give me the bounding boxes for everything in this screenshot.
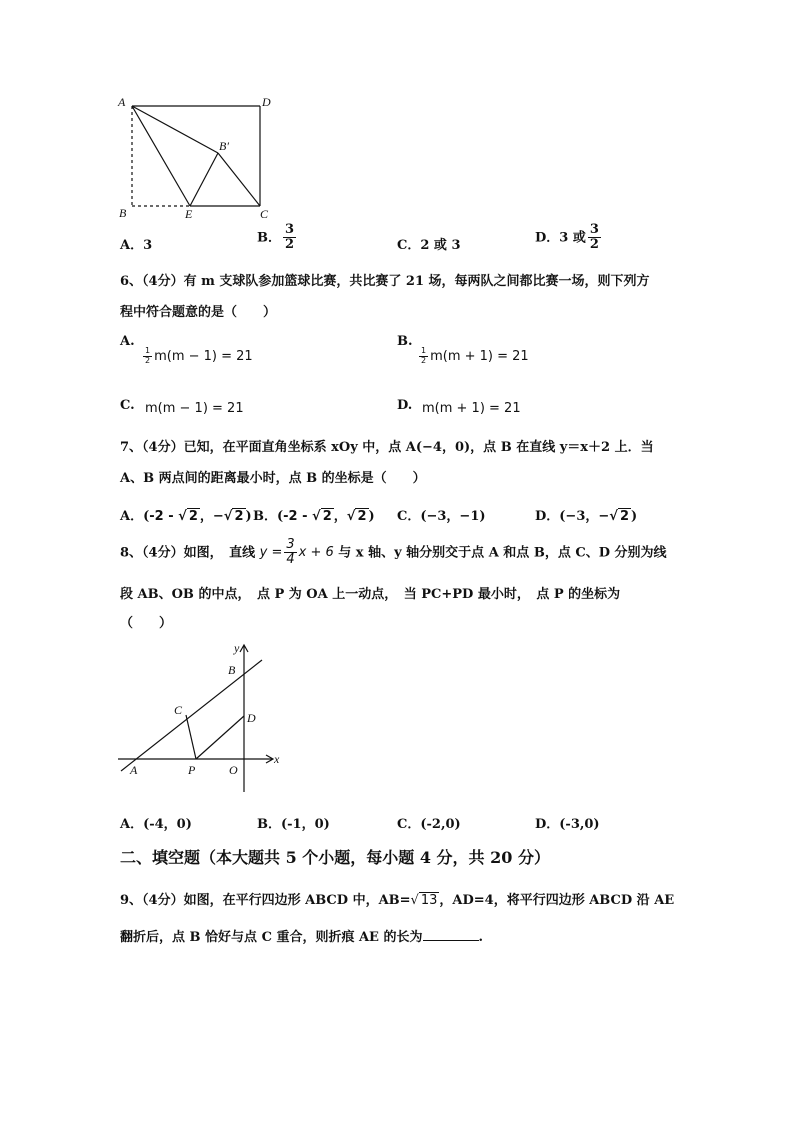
q7-line-1: 7、（4分）已知，在平面直角坐标系 xOy 中，点 A(−4，0)，点 B 在直线 y＝x＋2 上．当 [120,440,654,455]
label-a: A [130,763,138,777]
q6-option-b-label[interactable]: B. [397,334,413,349]
q7-option-b-sqrt-2: √ 2 [346,509,367,524]
q9-line-1 [120,889,674,908]
q7-option-b-mid: ， [333,509,347,524]
q9-line-2-post: . [478,930,484,945]
q7-option-b-end: ) [368,509,375,524]
q8-line-1 [120,538,667,568]
label-b: B [228,663,236,677]
q7-option-a[interactable] [120,505,252,524]
q5-option-c[interactable]: C．2 或 3 [397,238,461,253]
label-y: y [234,641,240,655]
q7-option-a-start: A．( [120,509,150,524]
q7-option-c[interactable]: C．(−3，−1) [397,509,486,524]
q7-option-a-rad-1: 2 [188,509,198,524]
q8-line-1-post: 与 x 轴、y 轴分别交于点 A 和点 B，点 C、D 分别为线 [338,545,667,561]
q5-option-d-prefix: D．3 或 [535,230,586,246]
label-e: E [185,207,193,221]
q7-option-b-x: -2 - √ 2 [283,509,332,524]
q8-equation [259,537,334,568]
q7-option-d-start: D．(−3，− [535,509,610,524]
q6-option-b-fraction [419,347,428,366]
q7-option-b-x-text: -2 - [283,509,308,524]
side-abp [132,106,218,153]
q9-line-1-pre: 9、（4分）如图，在平行四边形 ABCD 中，AB= [120,893,411,908]
label-x: x [274,752,280,766]
q6-option-a-expr: m(m − 1) = 21 [154,348,253,364]
q7-option-a-x: -2 - √ 2 [149,509,198,524]
q6-line-1: 6、（4分）有 m 支球队参加篮球比赛，共比赛了 21 场，每两队之间都比赛一场，则下列方 [120,274,650,289]
q5-option-b-fraction [283,223,296,253]
q9-line-1-post: ，AD=4，将平行四边形 ABCD 沿 AE [439,893,675,908]
answer-blank[interactable] [423,928,479,941]
q7-option-a-x-text: -2 - [149,509,174,524]
q5-figure [112,92,282,222]
label-d: D [247,711,256,725]
q6-option-a[interactable] [141,347,253,366]
side-ae [132,106,190,206]
q8-option-a[interactable]: A．(-4，0) [120,817,192,832]
q6-option-b-expr: m(m + 1) = 21 [430,348,529,364]
q7-option-d-rad: 2 [619,509,629,524]
label-a: A [118,95,126,109]
q7-option-a-mid: ，− [199,509,224,524]
label-o: O [229,763,238,777]
q7-option-b-rad-2: 2 [357,509,367,524]
fraction-denominator: 2 [589,237,599,253]
q6-option-c-expr[interactable]: m(m − 1) = 21 [145,401,244,416]
fraction-denominator: 4 [286,552,295,568]
q5-option-b-prefix: B． [257,230,281,246]
segment-pd [196,716,244,759]
q9-rad: 13 [420,893,438,908]
q6-option-b[interactable] [417,347,529,366]
fraction-numerator: 3 [285,222,295,237]
q7-option-a-sqrt-2: √ 2 [223,509,244,524]
label-c: C [174,703,183,717]
q9-sqrt: √ 13 [410,893,438,908]
q8-line-3: （ ） [120,616,173,631]
q5-option-b[interactable] [257,223,298,253]
line-ab [121,660,262,771]
q8-option-d[interactable]: D．(-3,0) [535,817,600,832]
label-b: B [119,206,127,220]
label-d: D [262,95,271,109]
q5-option-d-fraction [588,223,601,253]
q8-line-1-pre: 8、（4分）如图， 直线 [120,545,256,561]
label-bp: B′ [219,139,229,153]
label-c: C [260,207,269,221]
fraction-denominator: 2 [285,237,295,253]
q8-eq-rhs: x + 6 [298,545,334,561]
q7-option-d[interactable] [535,505,637,524]
q7-option-d-sqrt: √ 2 [609,509,629,524]
q7-line-2: A、B 两点间的距离最小时，点 B 的坐标是（ ） [120,471,426,486]
fraction-denominator: 2 [145,355,151,365]
q8-eq-fraction [284,538,296,568]
q8-eq-lhs: y = [259,545,283,561]
q7-option-a-rad-2: 2 [234,509,244,524]
fraction-numerator: 3 [589,222,599,237]
fraction-numerator: 1 [421,346,427,355]
q9-line-2 [120,926,483,945]
label-p: P [188,763,196,777]
q7-option-d-end: ) [630,509,638,524]
fraction-denominator: 2 [421,355,427,365]
q7-option-b-start: B．( [253,509,284,524]
q8-figure [112,640,292,798]
fraction-numerator: 3 [286,537,295,552]
side-ebp [190,153,218,206]
section-2-title: 二、填空题（本大题共 5 个小题，每小题 4 分，共 20 分） [120,848,550,867]
segment-cp [186,715,196,759]
q6-option-a-fraction [143,347,152,366]
q5-option-a[interactable]: A．3 [120,238,153,253]
q8-option-b[interactable]: B．(-1，0) [257,817,330,832]
q7-option-a-end: ) [245,509,252,524]
q6-option-d-expr[interactable]: m(m + 1) = 21 [422,401,521,416]
fraction-numerator: 1 [145,346,151,355]
side-bpc [218,153,260,206]
q6-option-d-label[interactable]: D. [397,398,413,413]
q6-option-a-label[interactable]: A. [120,334,135,349]
q7-option-b[interactable] [253,505,375,524]
q6-option-c-label[interactable]: C. [120,398,135,413]
q6-line-2: 程中符合题意的是（ ） [120,305,277,320]
q9-line-2-pre: 翻折后，点 B 恰好与点 C 重合，则折痕 AE 的长为 [120,930,423,945]
q7-option-b-rad-1: 2 [322,509,332,524]
q8-line-2: 段 AB、OB 的中点， 点 P 为 OA 上一动点， 当 PC+PD 最小时， 点 P 的坐标为 [120,587,621,602]
q8-option-c[interactable]: C．(-2,0) [397,817,461,832]
q5-option-d[interactable] [535,223,603,253]
